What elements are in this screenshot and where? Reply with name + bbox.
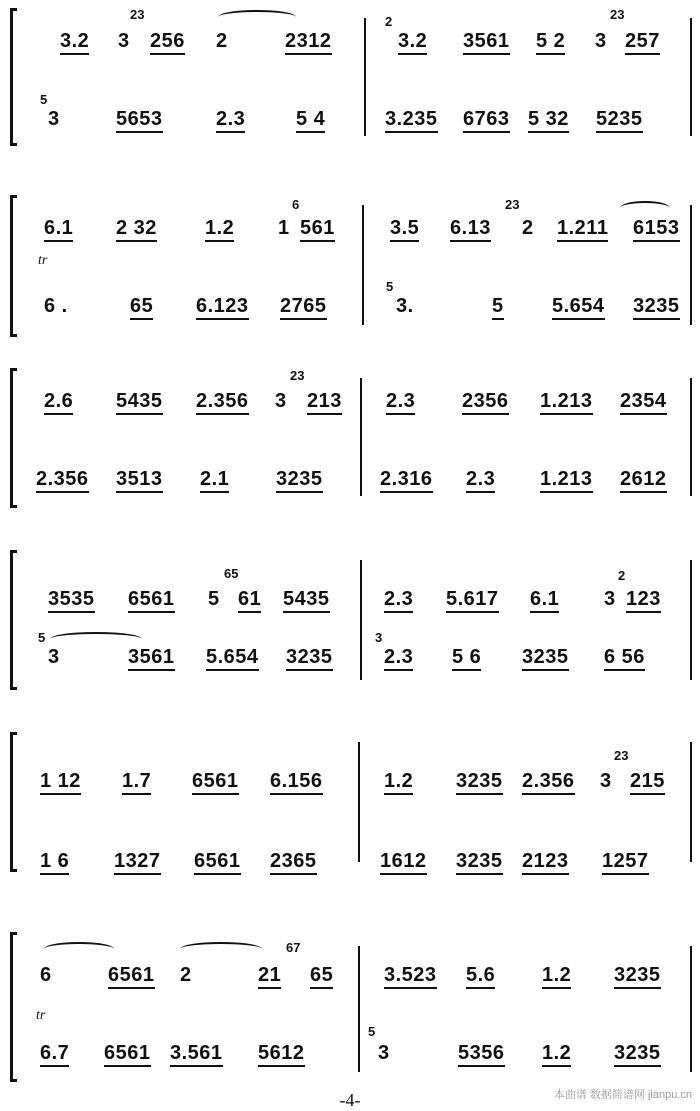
note-group: 2.356 [522, 770, 575, 793]
trill-mark: tr [38, 253, 48, 268]
note-group: 3 [118, 30, 130, 52]
note-group: 6561 [104, 1042, 151, 1065]
note-group: 256 [150, 30, 185, 53]
note-group: 3561 [128, 646, 175, 669]
note-group: 6561 [108, 964, 155, 987]
note-group: 5.654 [206, 646, 259, 669]
slur [218, 10, 296, 24]
note-group: 2.3 [384, 646, 413, 669]
grace-note: 5 [38, 630, 46, 645]
note-group: 2 [216, 30, 228, 52]
note-group: 3 [48, 108, 60, 130]
note-group: 61 [238, 588, 261, 611]
note-group: 2.356 [36, 468, 89, 491]
note-group: 3 [48, 646, 60, 668]
note-group: 2.356 [196, 390, 249, 413]
grace-note: 3 [375, 630, 383, 645]
note-group: 2765 [280, 295, 327, 318]
note-group: 21 [258, 964, 281, 987]
end-barline [690, 946, 692, 1072]
note-group: 2.6 [44, 390, 73, 413]
note-group: 5356 [458, 1042, 505, 1065]
grace-note: 6 [292, 197, 300, 212]
note-group: 6.1 [530, 588, 559, 611]
note-group: 1327 [114, 850, 161, 873]
end-barline [690, 560, 692, 680]
note-group: 1.2 [542, 964, 571, 987]
system-bracket [10, 732, 17, 872]
note-group: 3235 [456, 770, 503, 793]
note-group: 2123 [522, 850, 569, 873]
grace-note: 67 [286, 940, 301, 955]
slur [180, 942, 262, 956]
measure-barline [364, 18, 366, 136]
note-group: 257 [625, 30, 660, 53]
note-group: 3513 [116, 468, 163, 491]
note-group: 5 [492, 295, 504, 318]
grace-note: 23 [610, 7, 625, 22]
note-group: 5 32 [528, 108, 569, 131]
note-group: 123 [626, 588, 661, 611]
note-group: 3 [600, 770, 612, 792]
note-group: 561 [300, 217, 335, 240]
end-barline [690, 378, 692, 496]
note-group: 2.316 [380, 468, 433, 491]
note-group: 6 56 [604, 646, 645, 669]
measure-barline [360, 378, 362, 496]
note-group: 3561 [463, 30, 510, 53]
slur [44, 942, 114, 956]
note-group: 5 [208, 588, 220, 610]
note-group: 6561 [192, 770, 239, 793]
note-group: 2.1 [200, 468, 229, 491]
note-group: 2 [180, 964, 192, 986]
slur [50, 632, 142, 646]
note-group: 6.156 [270, 770, 323, 793]
measure-barline [362, 205, 364, 325]
note-group: 1 12 [40, 770, 81, 793]
note-group: 5653 [116, 108, 163, 131]
note-group: 3 [604, 588, 616, 610]
note-group: 5.617 [446, 588, 499, 611]
note-group: 6.123 [196, 295, 249, 318]
note-group: 3235 [276, 468, 323, 491]
note-group: 3235 [522, 646, 569, 669]
note-group: 2612 [620, 468, 667, 491]
page-number: -4- [339, 1090, 361, 1110]
system-bracket [10, 932, 17, 1082]
note-group: 6.7 [40, 1042, 69, 1065]
note-group: 3.561 [170, 1042, 223, 1065]
end-barline [690, 205, 692, 325]
note-group: 1.2 [384, 770, 413, 793]
system-bracket [10, 368, 17, 508]
note-group: 2 [522, 217, 534, 239]
note-group: 65 [130, 295, 153, 318]
note-group: 5 4 [296, 108, 325, 131]
note-group: 3.2 [398, 30, 427, 53]
grace-note: 5 [40, 92, 48, 107]
note-group: 6.13 [450, 217, 491, 240]
grace-note: 23 [130, 7, 145, 22]
note-group: 3235 [614, 1042, 661, 1065]
note-group: 1.211 [557, 217, 608, 240]
note-group: 213 [307, 390, 342, 413]
note-group: 1 [278, 217, 290, 239]
note-group: 215 [630, 770, 665, 793]
note-group: 2.3 [216, 108, 245, 131]
note-group: 5.6 [466, 964, 495, 987]
grace-note: 23 [290, 368, 305, 383]
grace-note: 2 [618, 568, 626, 583]
note-group: 3235 [614, 964, 661, 987]
system-bracket [10, 8, 17, 146]
note-group: 65 [310, 964, 333, 987]
note-group: 1 6 [40, 850, 69, 873]
measure-barline [358, 742, 360, 862]
note-group: 2354 [620, 390, 667, 413]
note-group: 3.235 [385, 108, 438, 131]
note-group: 3 [595, 30, 607, 52]
grace-note: 5 [368, 1024, 376, 1039]
trill-mark: tr [36, 1008, 46, 1023]
slur [620, 201, 670, 215]
note-group: 2365 [270, 850, 317, 873]
note-group: 2356 [462, 390, 509, 413]
note-group: 3235 [456, 850, 503, 873]
measure-barline [358, 946, 360, 1072]
note-group: 1.213 [540, 390, 593, 413]
note-group: 3 [378, 1042, 390, 1064]
note-group: 6 [40, 964, 52, 986]
grace-note: 65 [224, 566, 239, 581]
system-bracket [10, 195, 17, 337]
note-group: 6.1 [44, 217, 73, 240]
grace-note: 23 [505, 197, 520, 212]
note-group: 3535 [48, 588, 95, 611]
note-group: 5612 [258, 1042, 305, 1065]
note-group: 2.3 [384, 588, 413, 611]
note-group: 3235 [633, 295, 680, 318]
note-group: 6763 [463, 108, 510, 131]
note-group: 2312 [285, 30, 332, 53]
note-group: 6 . [44, 295, 68, 317]
note-group: 3 [275, 390, 287, 412]
note-group: 1.7 [122, 770, 151, 793]
watermark: 本曲谱 数据简谱网 jianpu.cn [553, 1089, 692, 1101]
note-group: 1.213 [540, 468, 593, 491]
note-group: 2.3 [466, 468, 495, 491]
note-group: 3.5 [390, 217, 419, 240]
system-bracket [10, 550, 17, 690]
note-group: 6153 [633, 217, 680, 240]
note-group: 1.2 [542, 1042, 571, 1065]
end-barline [690, 742, 692, 862]
note-group: 3235 [286, 646, 333, 669]
note-group: 2 32 [116, 217, 157, 240]
note-group: 1612 [380, 850, 427, 873]
note-group: 3.523 [384, 964, 437, 987]
grace-note: 5 [386, 279, 394, 294]
note-group: 1257 [602, 850, 649, 873]
end-barline [690, 18, 692, 136]
note-group: 1.2 [205, 217, 234, 240]
note-group: 3.2 [60, 30, 89, 53]
note-group: 5235 [596, 108, 643, 131]
note-group: 6561 [194, 850, 241, 873]
note-group: 2.3 [386, 390, 415, 413]
note-group: 5435 [283, 588, 330, 611]
note-group: 3. [396, 295, 414, 317]
measure-barline [360, 560, 362, 680]
note-group: 5435 [116, 390, 163, 413]
grace-note: 2 [385, 14, 393, 29]
note-group: 6561 [128, 588, 175, 611]
note-group: 5 2 [536, 30, 565, 53]
note-group: 5.654 [552, 295, 605, 318]
grace-note: 23 [614, 748, 629, 763]
note-group: 5 6 [452, 646, 481, 669]
